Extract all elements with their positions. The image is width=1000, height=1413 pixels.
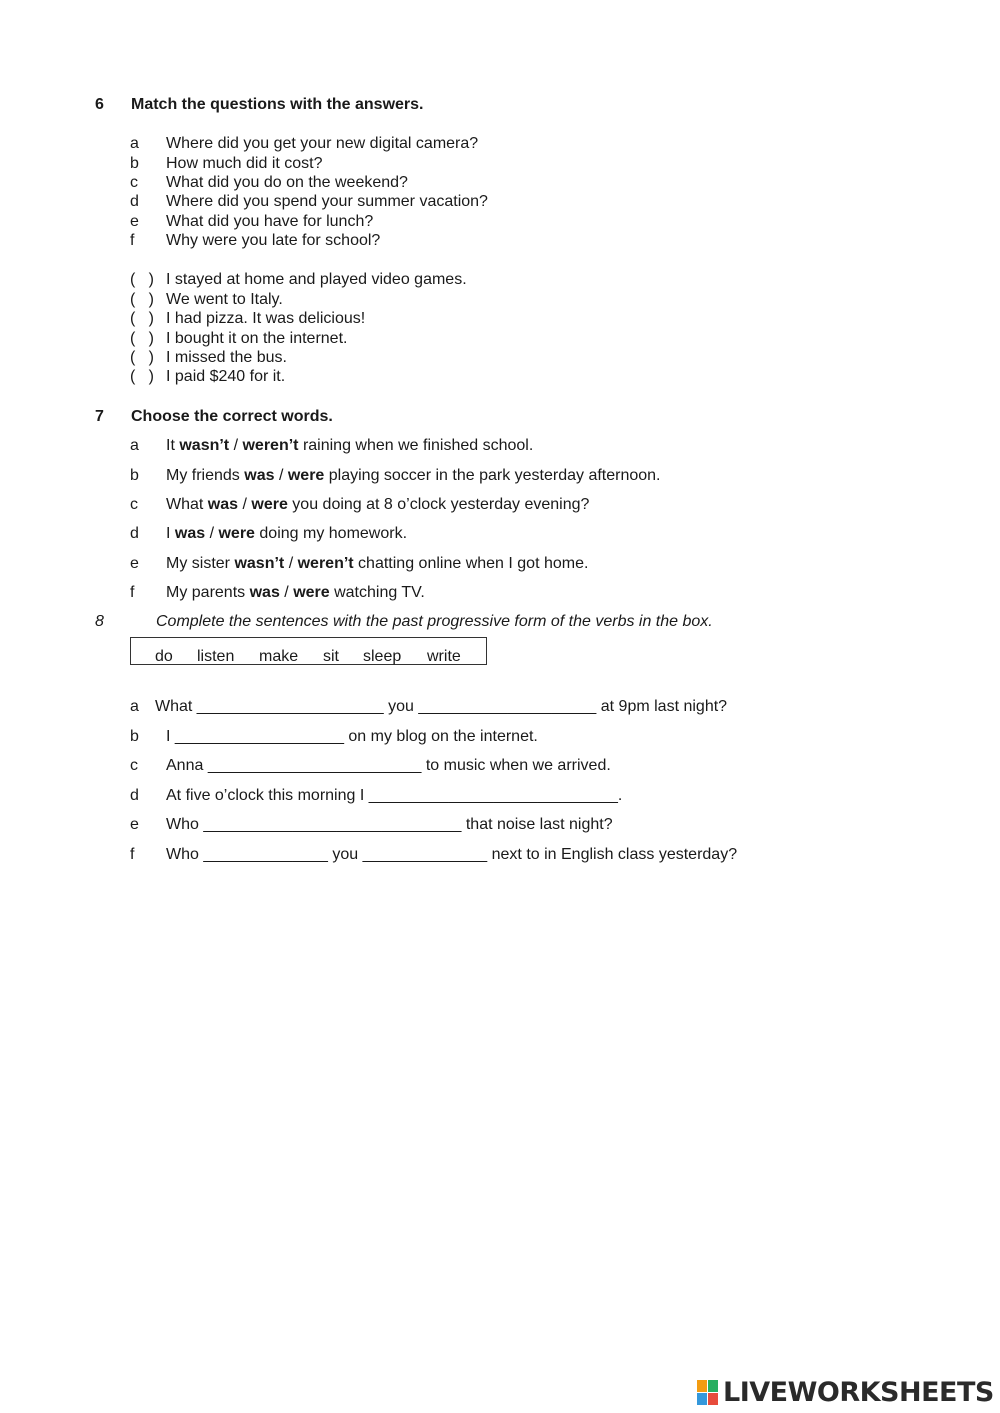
liveworksheets-logo (697, 1377, 994, 1408)
word-box-item: sleep (363, 648, 402, 665)
section-8-title: Complete the sentences with the past progressive form of the verbs in the box. (156, 613, 713, 630)
choice-option[interactable]: wasn’t (234, 555, 285, 572)
answer-blank[interactable]: ( ) (130, 291, 154, 308)
question-letter: d (130, 193, 139, 210)
fill-in-sentence[interactable]: Who _____________________________ that noise last night? (166, 816, 613, 833)
question-letter: f (130, 232, 135, 249)
question-text: What did you have for lunch? (166, 213, 374, 230)
answer-blank[interactable]: ( ) (130, 310, 154, 327)
logo-text: LIVEWORKSHEETS (723, 1377, 994, 1408)
question-letter: e (130, 213, 139, 230)
choice-option[interactable]: was (244, 467, 275, 484)
answer-text: I bought it on the internet. (166, 330, 348, 347)
fill-in-sentence[interactable]: Who ______________ you ______________ next to in English class yesterday? (166, 846, 738, 863)
question-letter: c (130, 174, 138, 191)
answer-text: I had pizza. It was delicious! (166, 310, 366, 327)
choice-option[interactable]: were (293, 584, 330, 601)
item-letter: f (130, 846, 135, 863)
answer-blank[interactable]: ( ) (130, 349, 154, 366)
choice-option[interactable]: weren’t (297, 555, 354, 572)
choice-sentence: My parents was / were watching TV. (166, 584, 425, 601)
choice-option[interactable]: was (174, 525, 206, 542)
choice-option[interactable]: was (249, 584, 280, 601)
question-text: Where did you spend your summer vacation? (166, 193, 488, 210)
word-box-item: write (427, 648, 461, 665)
choice-sentence: My friends was / were playing soccer in the park yesterday afternoon. (166, 467, 661, 484)
section-7-title: Choose the correct words. (131, 408, 333, 425)
question-letter: b (130, 155, 139, 172)
word-box-item: sit (323, 648, 339, 665)
section-6-title: Match the questions with the answers. (131, 96, 424, 113)
question-text: How much did it cost? (166, 155, 323, 172)
choice-option[interactable]: weren’t (242, 437, 299, 454)
fill-in-sentence[interactable]: What _____________________ you ____________________ at 9pm last night? (155, 698, 728, 715)
section-8-number: 8 (95, 613, 104, 630)
item-letter: c (130, 757, 138, 774)
item-letter: c (130, 496, 138, 513)
question-text: Where did you get your new digital camera? (166, 135, 479, 152)
item-letter: a (130, 437, 139, 454)
answer-text: I stayed at home and played video games. (166, 271, 467, 288)
question-letter: a (130, 135, 139, 152)
item-letter: d (130, 787, 139, 804)
answer-blank[interactable]: ( ) (130, 368, 154, 385)
word-box-item: listen (197, 648, 235, 665)
choice-sentence: My sister wasn’t / weren’t chatting online when I got home. (166, 555, 589, 572)
item-letter: f (130, 584, 135, 601)
fill-in-sentence[interactable]: Anna ________________________ to music when we arrived. (166, 757, 611, 774)
choice-option[interactable]: were (287, 467, 325, 484)
choice-option[interactable]: wasn’t (179, 437, 230, 454)
answer-text: We went to Italy. (166, 291, 283, 308)
item-letter: e (130, 555, 139, 572)
section-7-number: 7 (95, 408, 104, 425)
item-letter: d (130, 525, 139, 542)
choice-sentence: What was / were you doing at 8 o’clock yesterday evening? (166, 496, 590, 513)
question-text: What did you do on the weekend? (166, 174, 408, 191)
fill-in-sentence[interactable]: I ___________________ on my blog on the internet. (166, 728, 538, 745)
choice-option[interactable]: were (218, 525, 255, 542)
fill-in-sentence[interactable]: At five o’clock this morning I ____________________________. (166, 787, 623, 804)
question-text: Why were you late for school? (166, 232, 381, 249)
answer-text: I missed the bus. (166, 349, 287, 366)
item-letter: a (130, 698, 139, 715)
answer-text: I paid $240 for it. (166, 368, 286, 385)
choice-sentence: I was / were doing my homework. (166, 525, 408, 542)
item-letter: b (130, 467, 139, 484)
choice-option[interactable]: were (251, 496, 288, 513)
choice-sentence: It wasn’t / weren’t raining when we finished school. (166, 437, 534, 454)
item-letter: b (130, 728, 139, 745)
answer-blank[interactable]: ( ) (130, 330, 154, 347)
logo-blocks-icon (697, 1380, 719, 1406)
section-6-number: 6 (95, 96, 104, 113)
word-box-item: make (259, 648, 299, 665)
choice-option[interactable]: was (207, 496, 239, 513)
answer-blank[interactable]: ( ) (130, 271, 154, 288)
word-box-item: do (155, 648, 173, 665)
item-letter: e (130, 816, 139, 833)
